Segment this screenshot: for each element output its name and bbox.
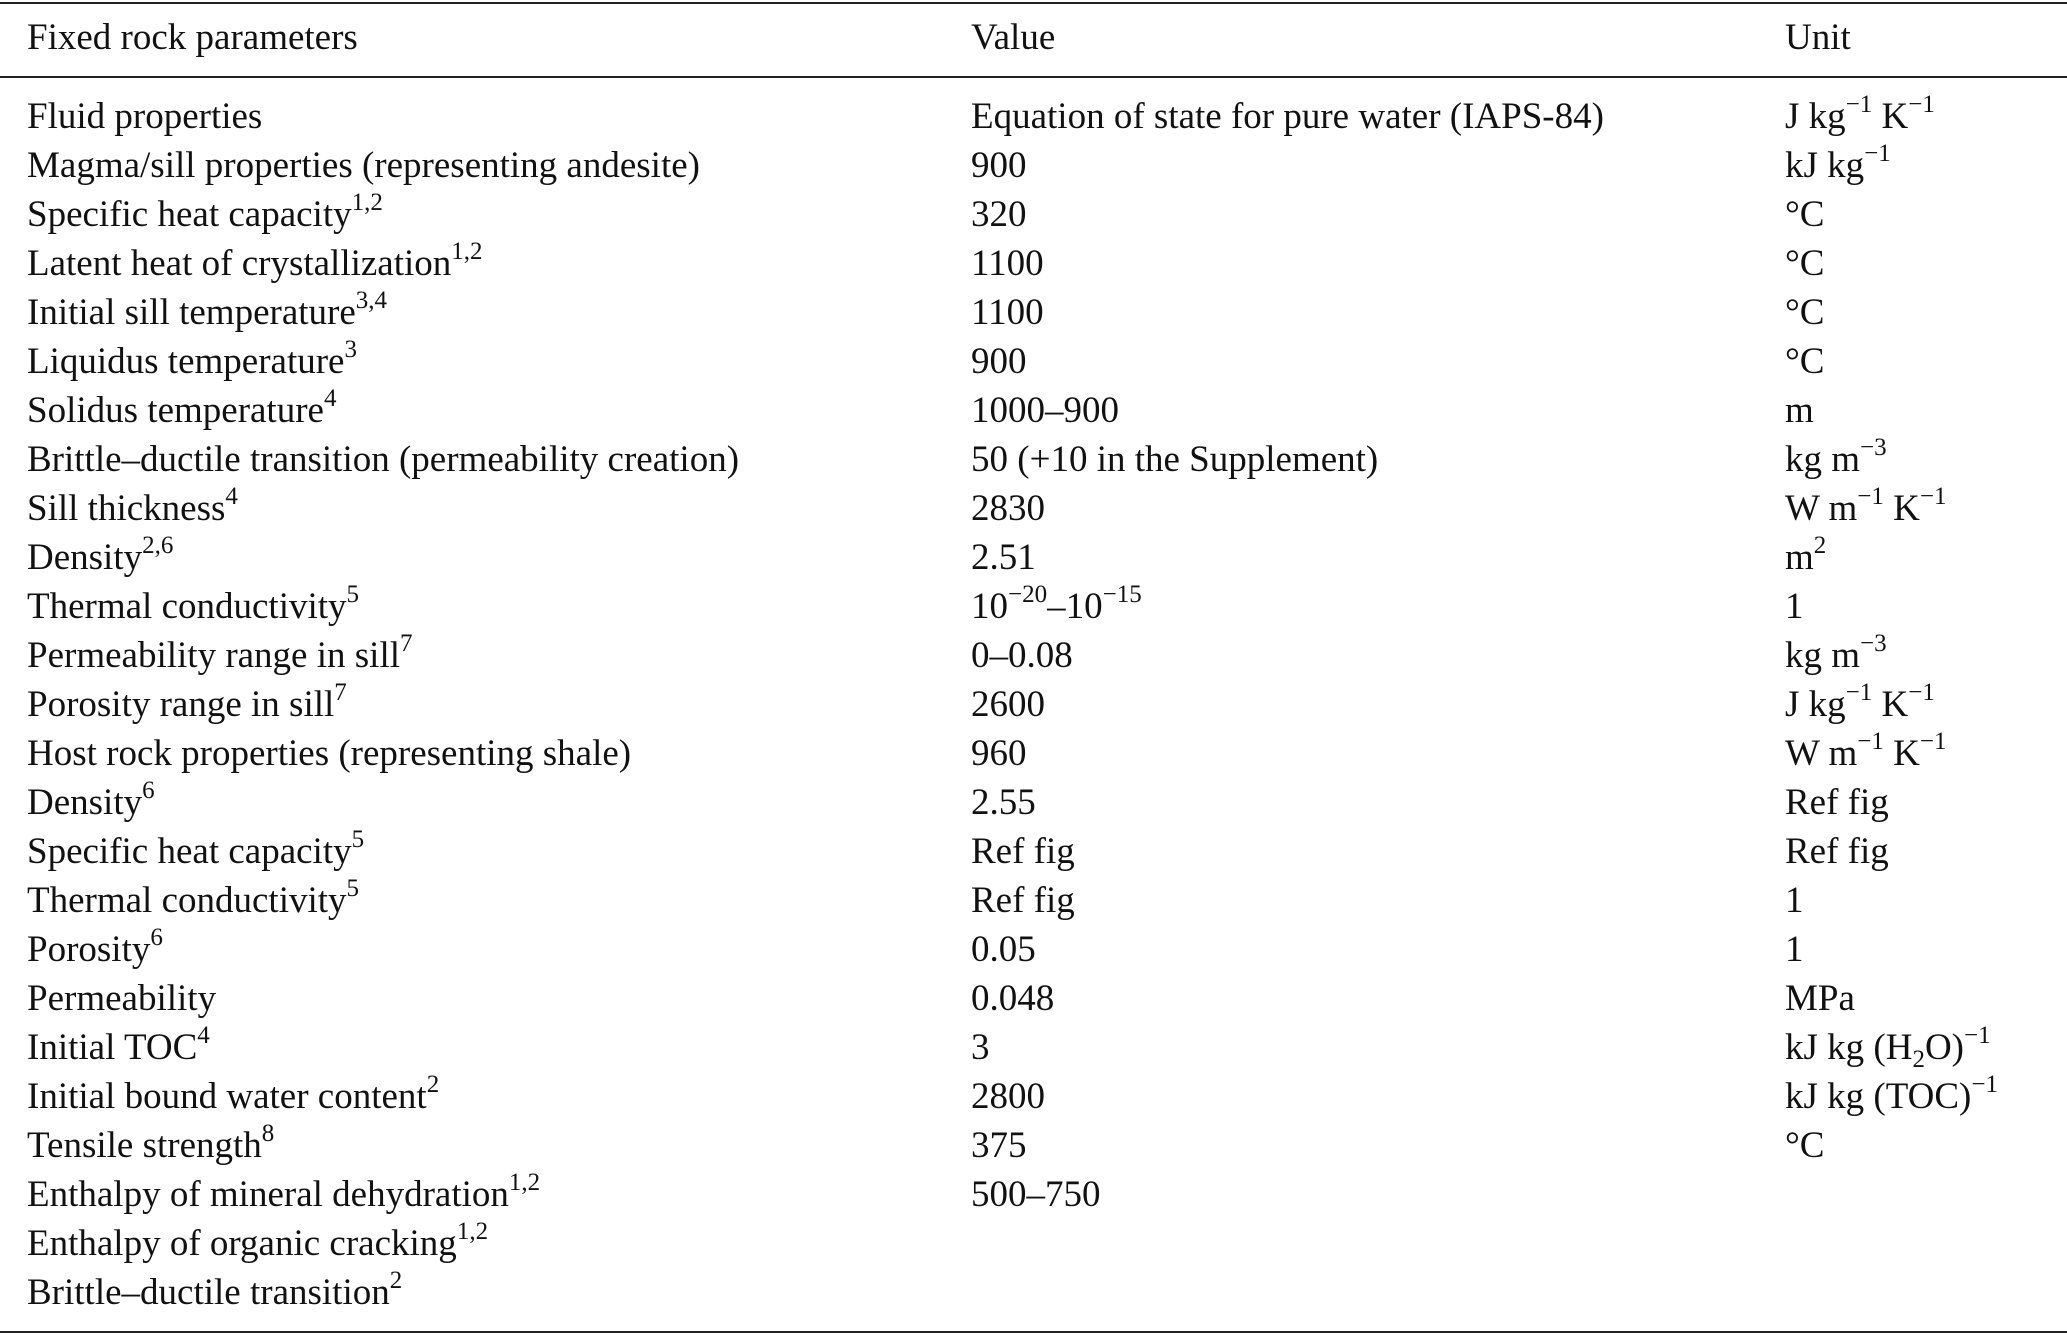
table-row	[0, 239, 2067, 288]
value-cell: 500–750	[971, 1174, 1101, 1215]
unit-cell: Ref fig	[1785, 831, 1889, 872]
table-row	[0, 92, 2067, 141]
param-footnote: 7	[400, 630, 413, 657]
unit-cell: °C	[1785, 243, 1825, 284]
param-footnote: 1,2	[451, 238, 483, 265]
header-param: Fixed rock parameters	[27, 17, 358, 58]
value-cell: 2.51	[971, 537, 1036, 578]
param-cell: Initial TOC$^4$	[27, 1022, 210, 1068]
param-cell: Sill thickness$^4$	[27, 483, 238, 529]
table-body	[0, 92, 2067, 1317]
value-cell: 1100	[971, 292, 1044, 333]
value-cell: 900	[971, 341, 1027, 382]
unit-cell: kg $m^{-3}$	[1785, 630, 1887, 676]
param-footnote: 3	[344, 336, 357, 363]
param-cell: Porosity range in sill$^7$	[27, 679, 347, 725]
top-rule	[0, 2, 2067, 4]
value-cell: 1100	[971, 243, 1044, 284]
param-footnote: 5	[346, 581, 360, 608]
param-cell: Fluid properties	[27, 96, 263, 137]
param-cell: Solidus temperature$^4$	[27, 385, 337, 431]
table-row	[0, 190, 2067, 239]
value-cell: Ref fig	[971, 831, 1075, 872]
value-cell: 3	[971, 1027, 990, 1068]
unit-cell: kg $m^{-3}$	[1785, 434, 1887, 480]
table-row	[0, 484, 2067, 533]
param-cell: Density$^{2,6}$	[27, 532, 174, 578]
unit-cell: °C	[1785, 292, 1825, 333]
unit-cell: Ref fig	[1785, 782, 1889, 823]
table-header	[0, 14, 2067, 62]
param-cell: Permeability	[27, 978, 217, 1019]
unit-cell: °C	[1785, 194, 1825, 235]
table-row	[0, 1219, 2067, 1268]
unit-cell: m	[1785, 390, 1814, 431]
table-row	[0, 533, 2067, 582]
param-cell: Porosity$^6$	[27, 924, 163, 970]
param-footnote: 6	[150, 924, 163, 951]
unit-cell: J $kg^{-1}$ $K^{-1}$	[1785, 679, 1935, 725]
param-cell: Brittle–ductile transition$^2$	[27, 1267, 403, 1313]
value-cell: 2830	[971, 488, 1045, 529]
param-footnote: 2	[426, 1071, 440, 1098]
param-cell: Enthalpy of organic cracking$^{1,2}$	[27, 1218, 489, 1264]
unit-cell: °C	[1785, 341, 1825, 382]
table-row	[0, 729, 2067, 778]
unit-cell: °C	[1785, 1125, 1825, 1166]
value-cell: 0.048	[971, 978, 1055, 1019]
param-cell: Initial bound water content$^2$	[27, 1071, 440, 1117]
param-cell: Magma/sill properties (representing andesite)	[27, 145, 700, 186]
param-footnote: 4	[323, 385, 337, 412]
param-footnote: 4	[197, 1022, 210, 1049]
unit-cell: W $m^{-1}$ $K^{-1}$	[1785, 728, 1947, 774]
param-footnote: 2	[389, 1267, 403, 1294]
unit-cell: kJ kg (TOC)$^{-1}$	[1785, 1071, 1998, 1117]
param-cell: Host rock properties (representing shale)	[27, 733, 632, 774]
param-footnote: 8	[261, 1120, 275, 1147]
value-cell: 320	[971, 194, 1027, 235]
param-footnote: 1,2	[351, 189, 383, 216]
table-row	[0, 876, 2067, 925]
param-cell: Permeability range in sill$^7$	[27, 630, 413, 676]
param-footnote: 1,2	[508, 1169, 541, 1196]
param-cell: Density$^6$	[27, 777, 155, 823]
param-cell: Initial sill temperature$^{3,4}$	[27, 287, 388, 333]
value-cell: Equation of state for pure water (IAPS-84)	[971, 96, 1604, 137]
param-cell: Liquidus temperature$^3$	[27, 336, 357, 382]
header-rule	[0, 76, 2067, 78]
param-footnote: 5	[351, 826, 365, 853]
value-cell: 960	[971, 733, 1027, 774]
unit-cell: 1	[1785, 880, 1804, 921]
table-row	[0, 827, 2067, 876]
value-cell: 900	[971, 145, 1027, 186]
param-cell: Thermal conductivity$^5$	[27, 581, 360, 627]
unit-cell: $m^2$	[1785, 532, 1827, 578]
table-row	[0, 1072, 2067, 1121]
value-cell: 0–0.08	[971, 635, 1073, 676]
param-cell: Brittle–ductile transition (permeability creation)	[27, 439, 740, 480]
table-row	[0, 386, 2067, 435]
value-cell: 2800	[971, 1076, 1045, 1117]
param-cell: Specific heat capacity$^{1,2}$	[27, 189, 383, 235]
value-cell: 375	[971, 1125, 1027, 1166]
unit-cell: W $m^{-1}$ $K^{-1}$	[1785, 483, 1947, 529]
table-row	[0, 631, 2067, 680]
param-footnote: 6	[142, 777, 155, 804]
param-cell: Specific heat capacity$^5$	[27, 826, 365, 872]
table-row	[0, 435, 2067, 484]
value-cell: 1000–900	[971, 390, 1119, 431]
header-value: Value	[971, 17, 1056, 58]
param-cell: Enthalpy of mineral dehydration$^{1,2}$	[27, 1169, 541, 1215]
table-row	[0, 141, 2067, 190]
table-row	[0, 1121, 2067, 1170]
table-row	[0, 582, 2067, 631]
table-row	[0, 1268, 2067, 1317]
bottom-rule	[0, 1331, 2067, 1333]
header-unit: Unit	[1785, 17, 1851, 58]
unit-cell: 1	[1785, 929, 1804, 970]
table-row	[0, 680, 2067, 729]
param-footnote: 5	[346, 875, 360, 902]
value-cell: $10^{-20}-10^{-15}$	[971, 581, 1142, 627]
param-cell: Tensile strength$^8$	[27, 1120, 275, 1166]
param-footnote: 4	[225, 483, 238, 510]
value-cell: 0.05	[971, 929, 1036, 970]
param-cell: Thermal conductivity$^5$	[27, 875, 360, 921]
param-footnote: 2,6	[142, 532, 174, 559]
value-cell: 2600	[971, 684, 1045, 725]
unit-cell: kJ $kg^{-1}$	[1785, 140, 1891, 186]
value-cell: 50 (+10 in the Supplement)	[971, 439, 1379, 480]
param-cell: Latent heat of crystallization$^{1,2}$	[27, 238, 483, 284]
unit-cell: kJ kg $(H_2O)^{-1}$	[1785, 1022, 1991, 1073]
table-row	[0, 1170, 2067, 1219]
value-cell: 2.55	[971, 782, 1036, 823]
unit-cell: J $kg^{-1}$ $K^{-1}$	[1785, 91, 1935, 137]
param-footnote: 7	[334, 679, 347, 706]
param-footnote: 3,4	[355, 287, 388, 314]
unit-cell: 1	[1785, 586, 1804, 627]
table-row	[0, 1023, 2067, 1072]
param-footnote: 1,2	[456, 1218, 489, 1245]
table-row	[0, 337, 2067, 386]
table-row	[0, 974, 2067, 1023]
table-row	[0, 778, 2067, 827]
table-row	[0, 925, 2067, 974]
table-row	[0, 288, 2067, 337]
unit-cell: MPa	[1785, 978, 1855, 1019]
value-cell: Ref fig	[971, 880, 1075, 921]
